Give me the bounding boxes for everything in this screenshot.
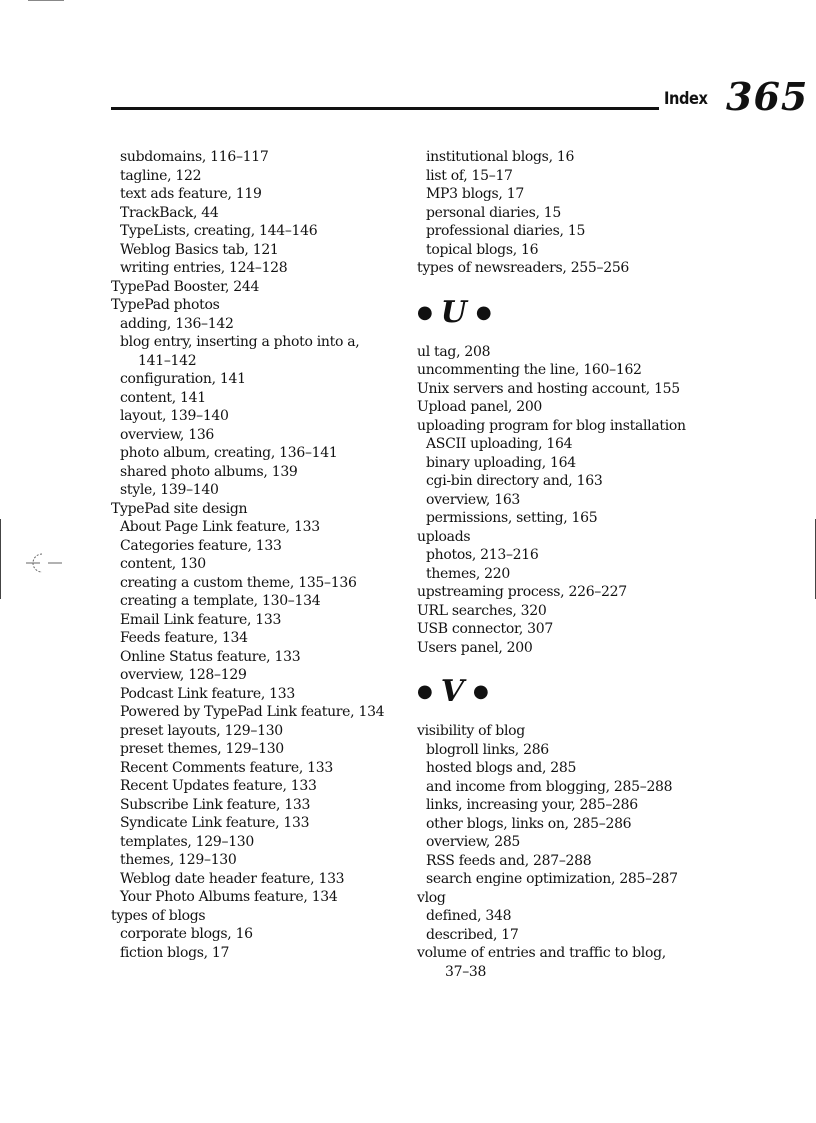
index-entry-sub: overview, 128–129: [120, 667, 247, 683]
index-entry-sub: described, 17: [426, 926, 519, 943]
index-entry-sub: permissions, setting, 165: [426, 510, 598, 526]
index-entry-sub: tagline, 122: [120, 167, 202, 184]
index-entry-sub: TypeLists, creating, 144–146: [120, 223, 318, 239]
index-entry-main: uncommenting the line, 160–162: [417, 362, 642, 378]
index-entry-sub: creating a template, 130–134: [120, 593, 321, 609]
index-entry-sub: list of, 15–17: [426, 167, 513, 184]
index-entry-main: Users panel, 200: [417, 639, 533, 656]
index-entry-sub: defined, 348: [426, 908, 512, 924]
index-entry-sub: creating a custom theme, 135–136: [120, 574, 357, 591]
index-entry-main: ul tag, 208: [417, 343, 491, 360]
index-entry-sub: blogroll links, 286: [426, 741, 549, 758]
index-entry-sub: shared photo albums, 139: [120, 463, 298, 480]
index-entry-sub: Weblog date header feature, 133: [120, 870, 345, 887]
header-rule: [111, 107, 659, 110]
index-entry-sub: blog entry, inserting a photo into a,: [120, 334, 360, 350]
index-entry-sub: overview, 163: [426, 491, 521, 508]
index-entry-sub: Feeds feature, 134: [120, 630, 248, 646]
index-entry-sub: style, 139–140: [120, 482, 219, 498]
index-entry-main: TypePad site design: [111, 500, 248, 517]
index-entry-main: USB connector, 307: [417, 621, 553, 637]
index-entry-sub: adding, 136–142: [120, 315, 234, 332]
index-entry-sub: Recent Updates feature, 133: [120, 778, 317, 794]
bullet-icon: ●: [475, 301, 492, 323]
index-entry-sub: content, 141: [120, 389, 206, 406]
index-entry-sub: links, increasing your, 285–286: [426, 797, 638, 813]
index-entry-sub: subdomains, 116–117: [120, 149, 269, 165]
bullet-icon: ●: [473, 681, 489, 702]
index-entry-sub: Recent Comments feature, 133: [120, 759, 333, 776]
index-entry-sub: RSS feeds and, 287–288: [426, 852, 592, 869]
index-entry-sub: Categories feature, 133: [120, 537, 282, 554]
index-entry-sub: photos, 213–216: [426, 547, 539, 563]
index-entry-sub: MP3 blogs, 17: [426, 186, 524, 202]
index-entry-main: uploading program for blog installation: [417, 417, 686, 434]
index-entry-sub: corporate blogs, 16: [120, 926, 253, 942]
index-entry-sub: TrackBack, 44: [120, 204, 219, 221]
index-entry-main: upstreaming process, 226–227: [417, 584, 627, 600]
running-head-section: Index: [664, 89, 708, 109]
index-entry-main: types of blogs: [111, 907, 206, 924]
index-entry-main: types of newsreaders, 255–256: [417, 260, 630, 276]
index-entry-main: TypePad photos: [111, 297, 220, 313]
index-entry-sub: text ads feature, 119: [120, 186, 262, 202]
index-entry-sub: Subscribe Link feature, 133: [120, 796, 311, 813]
index-entry-sub: hosted blogs and, 285: [426, 760, 577, 776]
index-entry-sub: preset themes, 129–130: [120, 741, 284, 757]
index-entry-sub: Email Link feature, 133: [120, 611, 282, 628]
index-entry-sub: institutional blogs, 16: [426, 149, 575, 165]
index-entry-sub: personal diaries, 15: [426, 204, 561, 221]
index-entry-sub: overview, 136: [120, 426, 215, 443]
index-entry-sub: configuration, 141: [120, 371, 246, 387]
index-entry-sub: Powered by TypePad Link feature, 134: [120, 704, 385, 720]
index-entry-main: volume of entries and traffic to blog,: [417, 945, 666, 961]
index-entry-sub: other blogs, links on, 285–286: [426, 815, 632, 832]
index-column-right: [417, 148, 707, 981]
index-entry-sub: 37–38: [445, 963, 487, 980]
index-entry-main: Upload panel, 200: [417, 399, 543, 415]
index-entry-sub: templates, 129–130: [120, 833, 255, 850]
letter-heading-text: V: [440, 674, 464, 709]
index-entry-sub: cgi-bin directory and, 163: [426, 473, 603, 489]
index-entry-main: vlog: [417, 889, 446, 906]
index-entry-main: URL searches, 320: [417, 602, 547, 619]
margin-line-left: [0, 519, 1, 599]
index-entry-sub: themes, 220: [426, 565, 510, 582]
index-entry-sub: Weblog Basics tab, 121: [120, 241, 279, 258]
index-entry-sub: Syndicate Link feature, 133: [120, 815, 310, 831]
bullet-icon: ●: [417, 301, 433, 323]
index-entry-sub: content, 130: [120, 556, 206, 572]
index-entry-main: visibility of blog: [417, 723, 525, 739]
index-entry-sub: 141–142: [138, 352, 197, 369]
index-entry-sub: binary uploading, 164: [426, 454, 576, 471]
letter-heading-v: [417, 665, 707, 719]
index-entry-sub: Your Photo Albums feature, 134: [120, 889, 338, 905]
index-entry-sub: overview, 285: [426, 834, 521, 850]
index-entry-sub: professional diaries, 15: [426, 223, 586, 239]
index-entry-sub: writing entries, 124–128: [120, 260, 288, 276]
index-entry-sub: About Page Link feature, 133: [120, 519, 320, 535]
index-entry-sub: topical blogs, 16: [426, 241, 539, 258]
page-number: 365: [726, 74, 809, 119]
index-entry-sub: layout, 139–140: [120, 408, 229, 424]
index-column-left: [111, 148, 411, 962]
registration-mark: [24, 551, 66, 575]
letter-heading-u: [417, 286, 707, 340]
index-entry-main: Unix servers and hosting account, 155: [417, 380, 680, 397]
letter-heading-text: U: [440, 294, 467, 330]
index-entry-sub: fiction blogs, 17: [120, 944, 230, 961]
index-entry-sub: Podcast Link feature, 133: [120, 685, 295, 702]
index-entry-sub: and income from blogging, 285–288: [426, 778, 673, 795]
index-entry-sub: Online Status feature, 133: [120, 648, 301, 665]
crop-mark-top: [28, 0, 64, 1]
index-entry-main: uploads: [417, 528, 471, 545]
index-entry-main: TypePad Booster, 244: [111, 278, 260, 295]
index-entry-sub: photo album, creating, 136–141: [120, 445, 338, 461]
index-entry-sub: preset layouts, 129–130: [120, 722, 283, 739]
bullet-icon: ●: [417, 681, 433, 702]
index-entry-sub: themes, 129–130: [120, 852, 237, 868]
index-entry-sub: search engine optimization, 285–287: [426, 871, 678, 887]
index-entry-sub: ASCII uploading, 164: [426, 436, 573, 452]
